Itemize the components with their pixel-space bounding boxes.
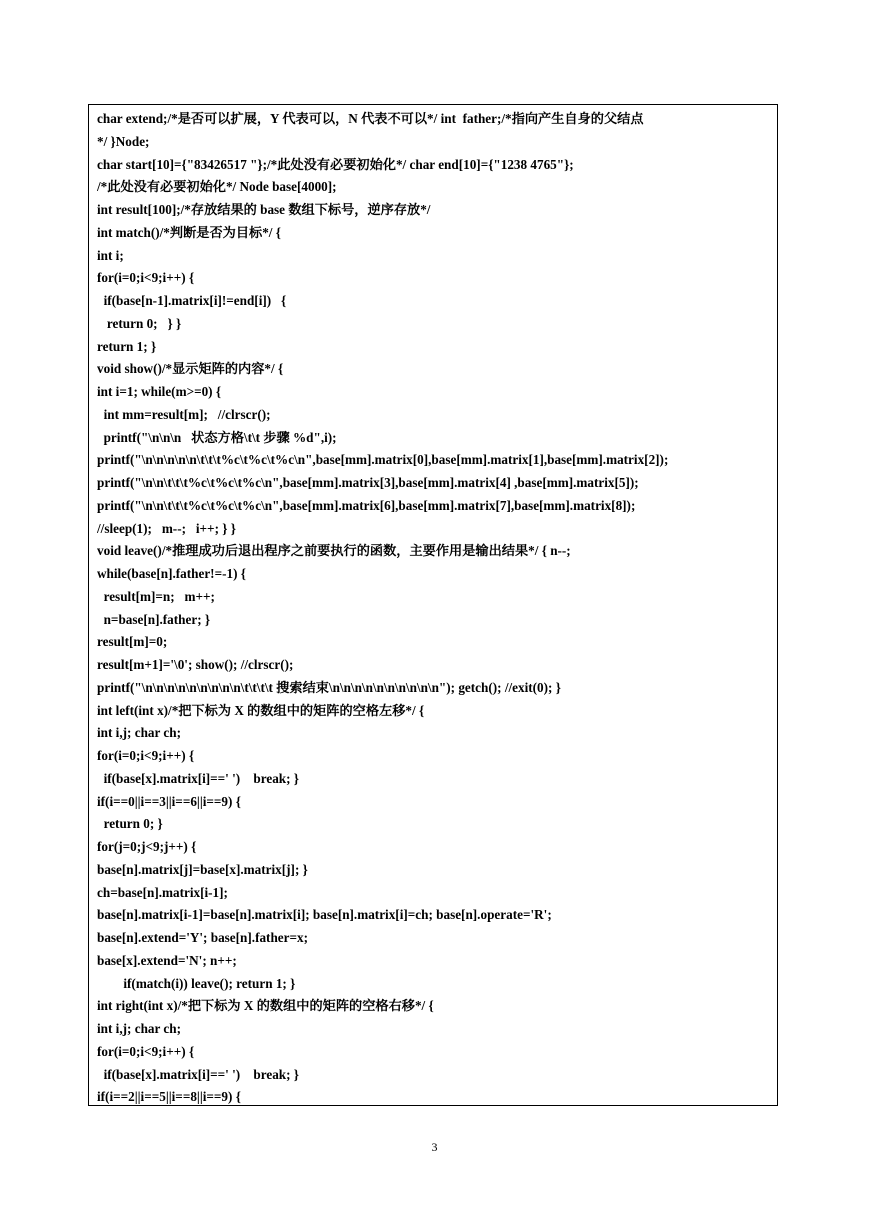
code-line: if(i==0||i==3||i==6||i==9) { — [97, 793, 241, 809]
code-line: base[n].matrix[i-1]=base[n].matrix[i]; base[n].matrix[i]=ch; base[n].operate='R'; — [97, 907, 552, 923]
code-line: base[n].matrix[j]=base[x].matrix[j]; } — [97, 861, 308, 877]
page-number: 3 — [431, 1140, 438, 1154]
code-listing-box — [88, 104, 778, 1106]
code-line: int mm=result[m]; //clrscr(); — [97, 406, 271, 422]
code-line: printf("\n\n\t\t\t%c\t%c\t%c\n",base[mm].matrix[3],base[mm].matrix[4] ,base[mm].matrix[5]); — [97, 475, 639, 490]
code-line: if(base[x].matrix[i]==' ') break; } — [97, 1066, 300, 1082]
code-line: void show()/*显示矩阵的内容*/ { — [97, 361, 284, 377]
code-line: if(match(i)) leave(); return 1; } — [97, 975, 296, 991]
code-line: for(i=0;i<9;i++) { — [97, 270, 195, 286]
code-line: return 0; } — [97, 816, 163, 832]
code-line: //sleep(1); m--; i++; } } — [97, 520, 236, 536]
code-line: int result[100];/*存放结果的 base 数组下标号，逆序存放*/ — [97, 202, 431, 217]
code-line: base[n].extend='Y'; base[n].father=x; — [97, 930, 308, 945]
code-line: int left(int x)/*把下标为 X 的数组中的矩阵的空格左移*/ { — [97, 702, 425, 718]
code-line: n=base[n].father; } — [97, 611, 211, 627]
code-line: ch=base[n].matrix[i-1]; — [97, 884, 228, 900]
code-line: if(base[x].matrix[i]==' ') break; } — [97, 770, 300, 786]
code-line: for(j=0;j<9;j++) { — [97, 839, 197, 854]
code-line: base[x].extend='N'; n++; — [97, 952, 237, 968]
code-line: int match()/*判断是否为目标*/ { — [97, 224, 281, 240]
code-line: void leave()/*推理成功后退出程序之前要执行的函数，主要作用是输出结果*/ { n--; — [97, 543, 571, 559]
code-line: result[m]=n; m++; — [97, 588, 215, 604]
code-line: int i=1; while(m>=0) { — [97, 384, 222, 399]
code-line: printf("\n\n\t\t\t%c\t%c\t%c\n",base[mm].matrix[6],base[mm].matrix[7],base[mm].matrix[8]); — [97, 497, 636, 513]
code-line: for(i=0;i<9;i++) { — [97, 748, 195, 763]
code-line: for(i=0;i<9;i++) { — [97, 1043, 195, 1059]
code-line: return 1; } — [97, 338, 157, 354]
code-line: while(base[n].father!=-1) { — [97, 566, 246, 581]
code-line: int i,j; char ch; — [97, 1021, 181, 1036]
code-line: if(i==2||i==5||i==8||i==9) { — [97, 1089, 241, 1105]
code-line: printf("\n\n\n 状态方格\t\t 步骤 %d",i); — [97, 429, 337, 445]
code-line: int right(int x)/*把下标为 X 的数组中的矩阵的空格右移*/ { — [97, 998, 434, 1014]
code-line: char start[10]={"83426517 "};/*此处没有必要初始化*/ char end[10]={"1238 4765"}; — [97, 156, 574, 172]
code-line: printf("\n\n\n\n\n\t\t\t%c\t%c\t%c\n",base[mm].matrix[0],base[mm].matrix[1],base[mm].matrix[2]); — [97, 452, 669, 468]
code-line: int i; — [97, 247, 124, 263]
code-line: return 0; } } — [97, 315, 182, 331]
code-line: /*此处没有必要初始化*/ Node base[4000]; — [97, 179, 337, 195]
code-line: int i,j; char ch; — [97, 725, 181, 741]
code-line: char extend;/*是否可以扩展，Y 代表可以，N 代表不可以*/ int father;/*指向产生自身的父结点 — [97, 111, 644, 126]
code-line: printf("\n\n\n\n\n\n\n\n\n\t\t\t\t 搜索结束\n\n\n\n\n\n\n\n\n\n"); getch(); //exit(0); } — [97, 679, 561, 695]
code-line: result[m]=0; — [97, 634, 168, 650]
code-line: if(base[n-1].matrix[i]!=end[i]) { — [97, 293, 287, 308]
code-line: result[m+1]='\0'; show(); //clrscr(); — [97, 657, 294, 672]
code-line: */ }Node; — [97, 133, 150, 149]
